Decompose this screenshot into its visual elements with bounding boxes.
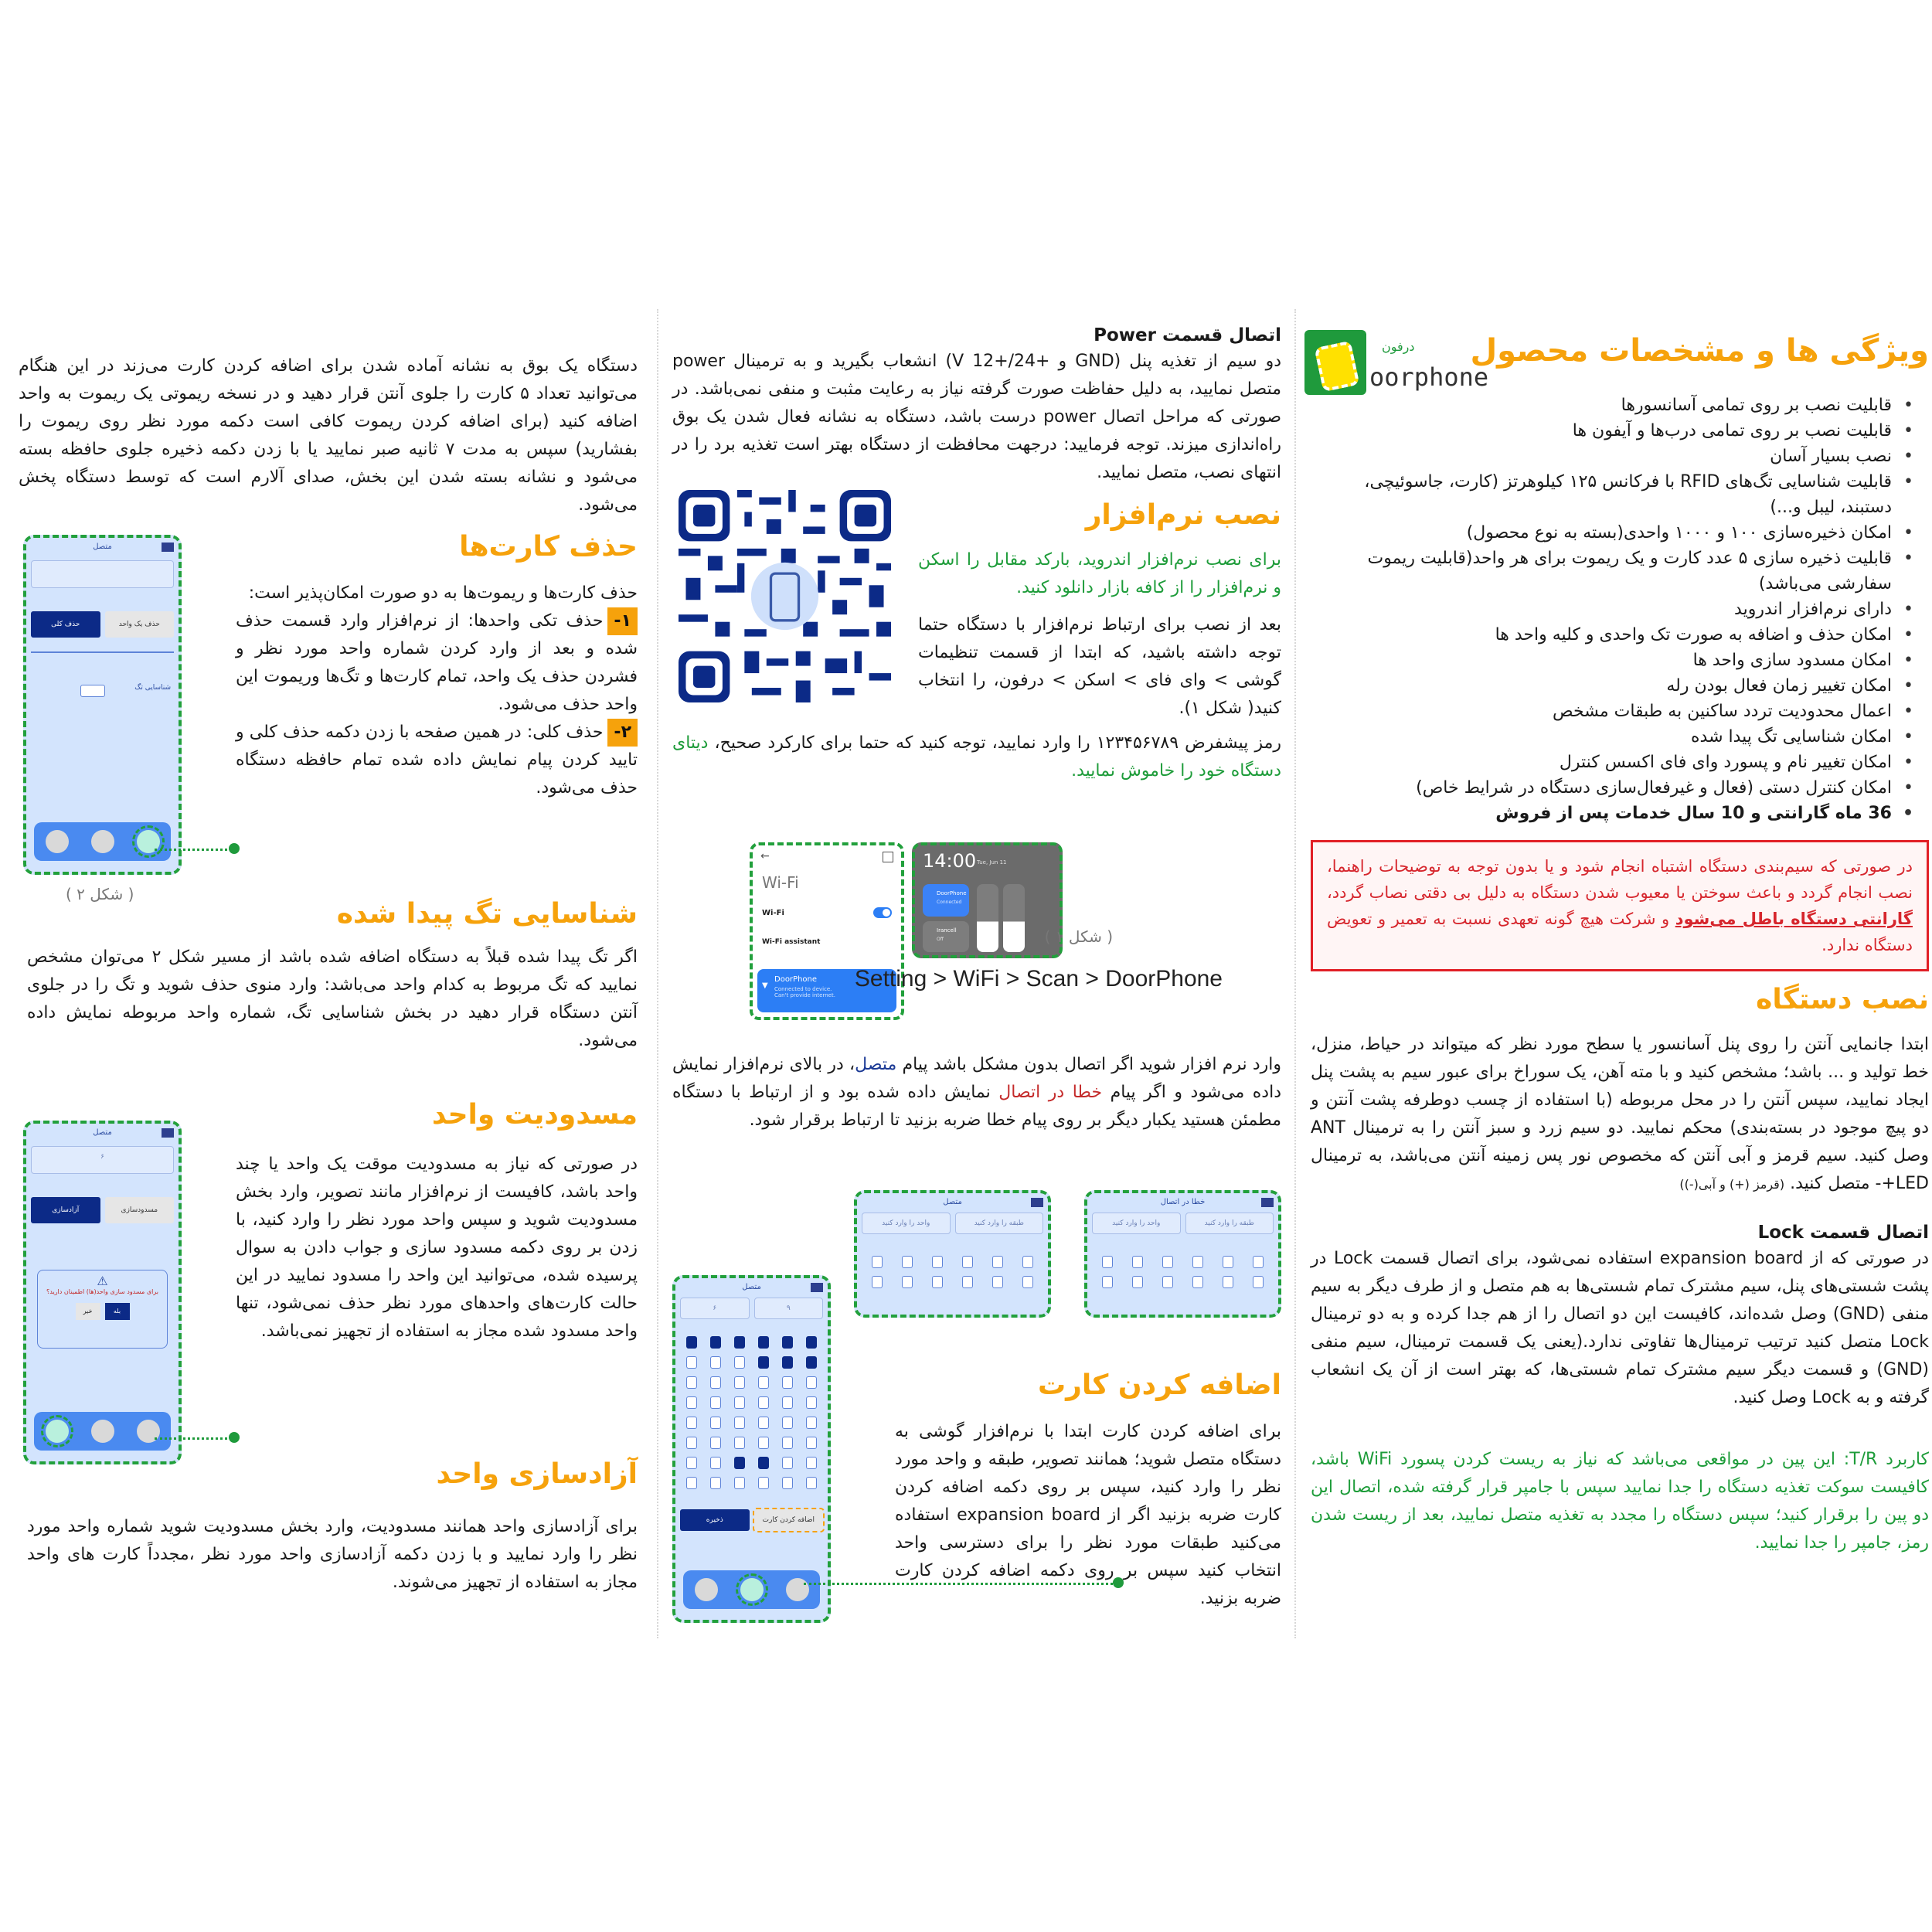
logo-text: oorphone xyxy=(1369,362,1489,392)
bottom-nav xyxy=(683,1570,820,1609)
warning-emphasis: گارانتی دستگاه باطل می‌شود xyxy=(1675,910,1913,928)
logo-persian-text: درفون xyxy=(1382,339,1415,354)
feature-item: • قابلیت نصب بر روی تمامی درب‌ها و آیفون ها xyxy=(1311,418,1913,444)
password-note-text: رمز پیشفرض ۱۲۳۴۵۶۷۸۹ را وارد نمایید، توجه کنید که حتما برای کارکرد صحیح، xyxy=(708,733,1281,753)
block-unit-screenshot xyxy=(23,1121,182,1464)
add-card-body: برای اضافه کردن کارت ابتدا با نرم‌افزار گوشی به دستگاه متصل شوید؛ همانند تصویر، طبقه و واحد مورد نظر را وارد کنید، سپس بر روی دکمه اضافه کردن کارت ضربه بزنید اگر از expansion board استفاده می‌کنید طبقات مورد نظر را برای دسترسی واحد انتخاب کنید سپس بر روی دکمه اضافه کردن کارت ضربه بزنید. xyxy=(895,1421,1282,1608)
feature-item: • امکان مسدود سازی واحد ها xyxy=(1311,648,1913,673)
install-device-title: نصب دستگاه xyxy=(1756,984,1929,1015)
nav-add-icon[interactable] xyxy=(740,1578,764,1601)
feature-item: • امکان ذخیره‌سازی ۱۰۰ و ۱۰۰۰ واحدی(بسته به نوع محصول) xyxy=(1311,520,1913,546)
release-unit-section xyxy=(27,1457,638,1597)
back-arrow-icon: ← xyxy=(760,850,770,862)
column-divider xyxy=(657,309,658,1638)
dialog-yes-button[interactable]: بله xyxy=(105,1303,130,1320)
add-card-screenshot xyxy=(672,1275,831,1623)
nav-add-icon[interactable] xyxy=(91,1420,114,1443)
screen-title: متصل xyxy=(943,1198,962,1206)
software-title: نصب نرم‌افزار xyxy=(1085,499,1281,532)
callout-dot xyxy=(229,1432,240,1443)
feature-item: • قابلیت نصب بر روی تمامی آسانسورها xyxy=(1311,393,1913,418)
delete-cards-title: حذف کارت‌ها xyxy=(459,531,638,563)
divider xyxy=(31,651,174,653)
lock-body: در صورتی که از expansion board استفاده نمی‌شود، برای اتصال قسمت Lock در پشت شستی‌های پنل، سیم مشترک تمام شستی‌ها به هم متصل و از طرف دیگر به سیم منفی (GND) وصل شده‌اند، کافیست این دو اتصال را از هم جدا کرده و به دو ترمینال Lock متصل کنید ترتیب ترمینال‌ها تفاوتی ندارد.(یعنی یک قسمت ترمینال، سیم منفی (GND) و قسمت دیگر سیم مشترک تمام شستی‌ها، که بهتر است از آن یک انشعاب گرفته و به Lock وصل کنید. xyxy=(1311,1248,1930,1407)
screen-title: متصل xyxy=(93,1128,112,1137)
nav-block-icon[interactable] xyxy=(695,1578,718,1601)
wifi-toggle-label: Wi-Fi xyxy=(762,909,784,917)
feature-item: • امکان کنترل دستی (فعال و غیرفعال‌سازی دستگاه در شرایط خاص) xyxy=(1311,775,1913,801)
nav-block-icon[interactable] xyxy=(46,1420,69,1443)
connected-status-screenshot xyxy=(854,1190,1051,1318)
feature-item-warranty: • 36 ماه گارانتی و 10 سال خدمات پس از فروش xyxy=(1311,801,1913,826)
volume-slider[interactable] xyxy=(1003,884,1025,952)
delete-item-single xyxy=(236,607,638,719)
menu-icon xyxy=(162,1128,174,1138)
delete-item-all xyxy=(236,719,638,802)
connection-error-label: خطا در اتصال xyxy=(998,1083,1103,1102)
delete-cards-section xyxy=(236,529,638,802)
qs-tile-label: DoorPhone xyxy=(937,890,967,896)
add-card-section xyxy=(895,1368,1281,1613)
quick-settings-screenshot xyxy=(912,842,1063,958)
step-badge: ۲- xyxy=(607,719,638,747)
connect-text-3: نمایش داده شده بود و از ارتباط با دستگاه مطمئن هستید یکبار دیگر بر روی پیام خطا ضربه بزنید تا ارتباط برقرار شود. xyxy=(672,1083,1281,1130)
feature-item: • امکان تغییر زمان فعال بودن رله xyxy=(1311,673,1913,699)
release-button[interactable]: آزادسازی xyxy=(31,1197,100,1223)
feature-item: • نصب بسیار آسان xyxy=(1311,444,1913,469)
delete-unit-button[interactable]: حذف یک واحد xyxy=(105,611,175,638)
add-card-title: اضافه کردن کارت xyxy=(1038,1369,1281,1401)
wifi-icon: ▼ xyxy=(762,981,768,990)
software-text-block xyxy=(918,498,1281,723)
callout-line xyxy=(155,1437,232,1440)
install-device-body xyxy=(1311,1031,1929,1199)
install-note: (قرمز (+) و آبی(-)) xyxy=(1679,1176,1785,1192)
save-button[interactable]: ذخیره xyxy=(680,1509,750,1531)
screen-title: متصل xyxy=(93,543,112,551)
block-unit-body: در صورتی که نیاز به مسدودیت موقت یک واحد یا چند واحد باشد، کافیست از نرم‌افزار مانند تصویر، وارد بخش مسدودیت شوید و سپس واحد مورد نظر را وارد کنید، با زدن بر روی دکمه مسدود سازی و جواب دادن به سوال پرسیده شده، می‌توانید این واحد را مسدود نمایید در این حالت کارت‌های واحدهای مورد نظر حذف نمی‌شود، تنها واحد مسدود شده مجاز به استفاده از تجهیز نمی‌باشد. xyxy=(236,1154,638,1341)
figure2-caption: ( شکل ۲ ) xyxy=(66,885,134,903)
add-card-continued: دستگاه یک بوق به نشانه آماده شدن برای اضافه کردن کارت می‌زند در این هنگام می‌توانید تعداد ۵ کارت را جلوی آنتن قرار دهید و در نسخه ریموتی یک ریموت به واحد اضافه کنید (برای اضافه کردن ریموت کافی است دکمه مورد نظر روی ریموت را بفشارید) سپس به مدت ۷ ثانیه صبر نمایید یا با زدن دکمه ذخیره جلوی حافظه بسته می‌شود و نشانه بسته شدن این بخش، صدای آلارم است که توسط دستگاه پخش می‌شود. xyxy=(19,356,638,515)
doorphone-logo xyxy=(1298,328,1492,402)
install-body-text: ابتدا جانمایی آنتن را روی پنل آسانسور یا سطح مورد نظر که میتواند در حیاط، منزل، خط تولید و ... باشد؛ مشخص کنید و با مته آهن، یک سوراخ برای عبور سیم به پشت پنل ایجاد نمایید، سپس آنتن را در محل مربوطه (با استفاده از چسب دوطرفه پشت آنتن و دو پیچ موجود در بسته‌بندی) محکم نمایید. دو سیم زرد و سبز آنتن را به ترمینال ANT وصل کنید. سیم قرمز و آبی آنتن که مخصوص نور پس زمینه آنتن می‌باشد، به ترمینال LED+- متصل کنید. xyxy=(1311,1034,1929,1193)
nav-delete-icon[interactable] xyxy=(786,1578,809,1601)
nav-block-icon[interactable] xyxy=(46,830,69,853)
software-section xyxy=(672,498,1281,730)
add-card-button[interactable]: اضافه کردن کارت xyxy=(754,1509,824,1531)
password-note-green: دیتای دستگاه خود را خاموش نمایید. xyxy=(672,733,1281,781)
menu-icon xyxy=(811,1283,823,1292)
column-divider xyxy=(1294,309,1296,1638)
warning-text xyxy=(1327,853,1913,958)
delete-intro: حذف کارت‌ها و ریموت‌ها به دو صورت امکان‌پذیر است: xyxy=(248,583,638,603)
warning-text-start: در صورتی که سیم‌بندی دستگاه اشتباه انجام شود و یا بدون توجه به توضیحات راهنما، نصب انجام گردد و باعث سوختن یا معیوب شدن دستگاه به دلیل بی دقتی نصاب گردد، xyxy=(1327,857,1913,902)
unit-input[interactable] xyxy=(31,560,174,588)
block-confirm-dialog xyxy=(37,1270,168,1349)
feature-item: • امکان حذف و اضافه به صورت تک واحدی و کلیه واحد ها xyxy=(1311,622,1913,648)
menu-icon xyxy=(1261,1198,1274,1207)
unit-input[interactable]: ۶ xyxy=(680,1298,750,1319)
error-status-screenshot xyxy=(1084,1190,1281,1318)
left-column xyxy=(15,309,645,1638)
warning-text-end: و شرکت هیچ گونه تعهدی نسبت به تعمیر و تعویض دستگاه ندارد. xyxy=(1327,910,1913,954)
connect-text-2: ، در بالای نرم‌افزار نمایش داده می‌شود و اگر پیام xyxy=(672,1055,1281,1102)
dialog-no-button[interactable]: خیر xyxy=(76,1303,100,1320)
qs-tile-status: Connected xyxy=(937,900,962,905)
tr-note: کاربرد T/R: این پین در مواقعی می‌باشد که نیاز به ریست کردن پسورد WiFi باشد، کافیست سوکت تغذیه دستگاه را جدا نمایید سپس با جامپر قرار گرفته شده، اتصال این دو پین را برقرار کنید؛ سپس دستگاه را مجدد به تغذیه متصل نمایید، بعد از ریست شدن رمز، جامپر را جدا نمایید. xyxy=(1311,1449,1930,1553)
network-status: Connected to device. Can't provide internet. xyxy=(774,986,835,998)
lock-title: اتصال قسمت Lock xyxy=(1757,1222,1929,1243)
feature-item: • امکان تغییر نام و پسورد وای فای اکسس کنترل xyxy=(1311,750,1913,775)
unit-input[interactable]: واحد را وارد کنید xyxy=(862,1213,951,1234)
delete-item-text: حذف کلی: در همین صفحه با زدن دکمه حذف کلی و تایید کردن پیام نمایش داده شده تمام حافظه دستگاه حذف می‌شود. xyxy=(236,722,638,798)
block-unit-section xyxy=(236,1097,638,1345)
wifi-toggle[interactable] xyxy=(873,907,892,918)
software-connect-steps: بعد از نصب برای ارتباط نرم‌افزار با دستگاه حتما توجه داشته باشید، که ابتدا از قسمت تنظیمات گوشی > وای فای > اسکن > درفون، را انتخاب کنید( شکل ۱). xyxy=(918,614,1281,718)
delete-screenshot xyxy=(23,535,182,875)
delete-all-button[interactable]: حذف کلی xyxy=(31,611,100,638)
connected-label: متصل xyxy=(855,1055,897,1074)
dialog-question: برای مسدود سازی واحد(ها) اطمینان دارید؟ xyxy=(46,1288,158,1295)
brochure-page xyxy=(15,309,1930,1638)
floor-input[interactable]: طبقه را وارد کنید xyxy=(1185,1213,1274,1234)
wifi-settings-screenshot xyxy=(750,842,904,1020)
features-title: ویژگی ها و مشخصات محصول xyxy=(1470,333,1929,369)
floor-input[interactable]: طبقه را وارد کنید xyxy=(955,1213,1044,1234)
scan-icon xyxy=(883,852,893,862)
tag-detect-section xyxy=(27,896,638,1055)
floor-input[interactable]: ۹ xyxy=(754,1298,824,1319)
qs-date: Tue, Jun 11 xyxy=(977,859,1007,866)
qs-time: 14:00 xyxy=(923,850,977,872)
nav-add-icon[interactable] xyxy=(91,830,114,853)
bottom-nav xyxy=(34,822,171,861)
tag-detect-label: شناسایی تگ xyxy=(134,684,171,692)
tag-detect-title: شناسایی تگ پیدا شده xyxy=(336,898,638,930)
software-download-note: برای نصب نرم‌افزار اندروید، بارکد مقابل را اسکن و نرم‌افزار را از کافه بازار دانلود کنید. xyxy=(918,549,1281,597)
block-unit-title: مسدودیت واحد xyxy=(431,1099,638,1131)
connect-text-1: وارد نرم افزار شوید اگر اتصال بدون مشکل باشد پیام xyxy=(896,1055,1281,1074)
tag-unit-output xyxy=(80,685,105,697)
qs-doorphone-tile[interactable] xyxy=(923,884,969,917)
delete-item-text: حذف تکی واحدها: از نرم‌افزار وارد قسمت حذف شده و بعد از وارد کردن شماره واحد مورد نظر و فشردن حذف یک واحد، تمام کارت‌ها و تگ‌ها وریموت این واحد حذف می‌شود. xyxy=(236,611,638,714)
screen-title: متصل xyxy=(742,1283,761,1291)
features-list xyxy=(1311,393,1929,826)
unit-input[interactable]: واحد را وارد کنید xyxy=(1092,1213,1181,1234)
qs-tile-label: Irancell xyxy=(937,927,957,934)
callout-dot xyxy=(229,843,240,854)
release-unit-title: آزادسازی واحد xyxy=(436,1458,638,1490)
release-unit-body: برای آزادسازی واحد همانند مسدودیت، وارد بخش مسدودیت شوید شماره واحد مورد نظر را وارد نمایید و با زدن دکمه آزادسازی واحد مورد نظر ،مجدداً کارت های واحد مجاز به استفاده از تجهیز می‌شوند. xyxy=(27,1516,638,1592)
qs-mobile-data-tile[interactable] xyxy=(923,921,969,952)
qs-tile-status: Off xyxy=(937,937,944,942)
network-name: DoorPhone xyxy=(774,975,818,984)
wifi-screen-title: Wi-Fi xyxy=(762,873,799,892)
unit-input[interactable]: ۶ xyxy=(31,1146,174,1174)
connection-status-note xyxy=(672,1051,1281,1134)
feature-item: • اعمال محدودیت تردد ساکنین به طبقات مشخص xyxy=(1311,699,1913,724)
password-note xyxy=(672,730,1281,785)
middle-column xyxy=(665,309,1291,1638)
screen-title: خطا در اتصال xyxy=(1160,1198,1206,1206)
callout-line xyxy=(155,849,232,851)
warranty-warning-box xyxy=(1311,840,1929,971)
feature-item: • دارای نرم‌افزار اندروید xyxy=(1311,597,1913,622)
step-badge: ۱- xyxy=(607,607,638,635)
feature-item: • قابلیت ذخیره سازی ۵ عدد کارت و یک ریموت برای هر واحد(قابلیت ریموت سفارشی می‌باشد) xyxy=(1311,546,1913,597)
menu-icon xyxy=(162,543,174,552)
feature-item: • قابلیت شناسایی تگ‌های RFID با فرکانس ۱۲۵ کیلوهرتز (کارت، جاسوئیچی، دستبند، لیبل و...) xyxy=(1311,469,1913,520)
logo-mark-icon xyxy=(1304,330,1366,395)
wifi-assistant[interactable]: Wi-Fi assistant xyxy=(762,938,821,946)
feature-item: • امکان شناسایی تگ پیدا شده xyxy=(1311,724,1913,750)
qr-code-icon[interactable] xyxy=(679,490,891,702)
power-body: دو سیم از تغذیه پنل (GND و +24/+12 V) انشعاب بگیرید و به ترمینال power متصل نمایید، به دلیل حفاظت صورت گرفته نیاز به رعایت مثبت و منفی نمی‌باشد. در صورتی که مراحل اتصال power درست باشد، دستگاه به نشانه فعال شدن یک بوق راه‌اندازی میزند. توجه فرمایید: درجهت محافظت از دستگاه بهتر است تغذیه برد را در انتهای نصب، متصل نمایید. xyxy=(672,352,1282,483)
brightness-slider[interactable] xyxy=(977,884,998,952)
figure1-caption: ( شکل ۱ ) xyxy=(1044,927,1113,946)
wifi-path-text: Setting > WiFi > Scan > DoorPhone xyxy=(854,966,1223,992)
power-title: اتصال قسمت Power xyxy=(1094,325,1281,345)
tag-detect-body: اگر تگ پیدا شده قبلاً به دستگاه اضافه شده باشد از مسیر شکل ۲ می‌توان مشخص نمایید که تگ مربوط به کدام واحد می‌باشد: وارد منوی حذف شوید و تگ را در جلوی آنتن دستگاه قرار دهید در بخش شناسایی تگ، شماره واحد مربوطه نمایش داده می‌شود. xyxy=(27,947,638,1050)
right-column xyxy=(1298,309,1932,1638)
bottom-nav xyxy=(34,1412,171,1451)
warning-icon: ⚠ xyxy=(97,1274,108,1288)
menu-icon xyxy=(1031,1198,1043,1207)
block-button[interactable]: مسدودسازی xyxy=(105,1197,175,1223)
